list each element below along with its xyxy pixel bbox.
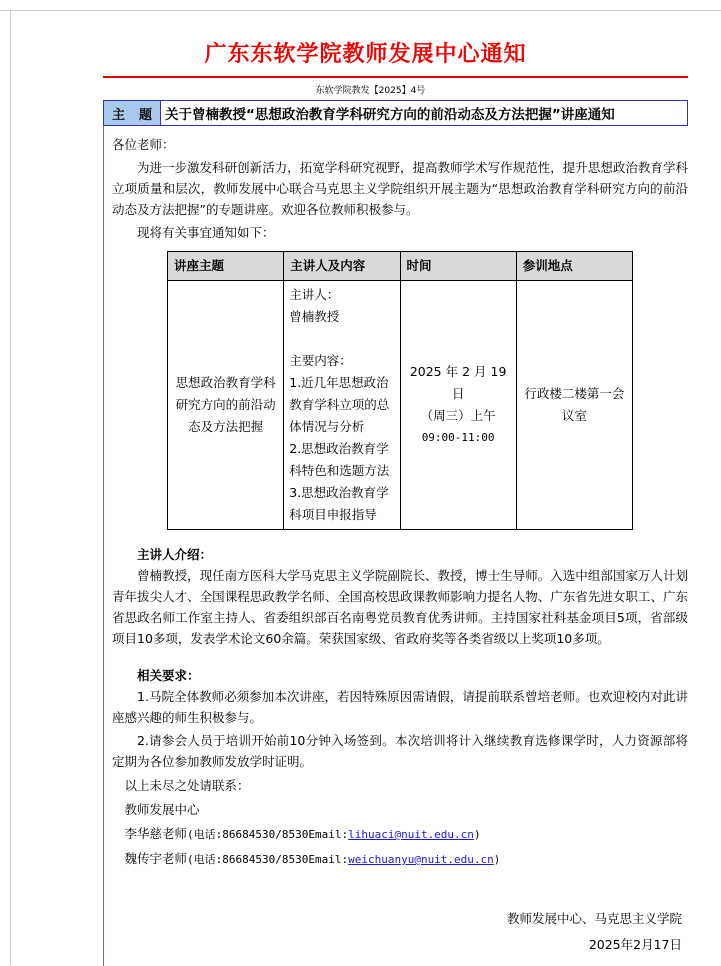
requirement-item-1: 1.马院全体教师必须参加本次讲座，若因特殊原因需请假，请提前联系曾培老师。也欢迎校内对此讲座感兴趣的师生积极参与。 [112,689,688,725]
signature-block [112,906,688,958]
lecture-info-table [167,251,633,530]
signature-date: 2025年2月17日 [588,937,682,952]
requirement-item-2: 2.请参会人员于培训开始前10分钟入场签到。本次培训将计入继续教育选修课学时，人力资源部将定期为各位参加教师发放学时证明。 [112,733,688,769]
document-title: 广东东软学院教师发展中心通知 [204,42,527,67]
contact-person-2-phone: (电话:86684530/8530Email: [187,853,349,866]
content-line-4: 1.近几年思想政治教育学科立项的总体情况与分析 [289,375,390,434]
title-red-rule [103,76,688,78]
contact-person-2-email[interactable]: weichuanyu@nuit.edu.cn [348,853,494,866]
contact-person-1-name: 李华慈老师 [124,826,188,841]
time-range: 09:00-11:00 [421,431,495,444]
subject-label [104,101,161,125]
table-header-place: 参训地点 [516,252,632,281]
cell-topic: 思想政治教育学科研究方向的前沿动态及方法把握 [168,281,284,530]
contact-person-1 [112,822,688,847]
time-date: 2025 年 2 月 19 日 [409,364,507,401]
content-line-3: 主要内容： [289,353,352,368]
requirements-heading: 相关要求： [137,668,200,683]
cell-place: 行政楼二楼第一会议室 [516,281,632,530]
contact-department: 教师发展中心 [124,802,200,817]
time-day: （周三）上午 [420,408,496,423]
table-header-speaker-content: 主讲人及内容 [284,252,400,281]
content-line-2 [289,328,394,350]
content-line-5: 2.思想政治教育学科特色和选题方法 [289,441,390,478]
cell-speaker-content [284,281,400,530]
contact-person-1-close: ) [473,828,481,841]
content-line-6: 3.思想政治教育学科项目申报指导 [289,485,389,522]
contact-person-1-email[interactable]: lihuaci@nuit.edu.cn [348,828,474,841]
table-header-row [168,252,633,281]
table-header-topic: 讲座主题 [168,252,284,281]
speaker-bio: 曾楠教授，现任南方医科大学马克思主义学院副院长、教授，博士生导师。入选中组部国家万人计划青年拔尖人才、全国课程思政教学名师、全国高校思政课教师影响力提名人物、广东省先进女职工、广东省思政名师工作室主持人、省委组织部百名南粤党员教育优秀讲师。主持国家社科基金项目5项，省部级项目10多项，发表学术论文60余篇。荣获国家级、省政府奖等各类省级以上奖项10多项。 [112,568,688,646]
signature-issuer: 教师发展中心、马克思主义学院 [506,911,682,926]
subject-label-char-1: 主 [112,107,126,123]
content-line-1: 曾楠教授 [289,309,340,324]
subject-label-char-2: 题 [138,107,152,123]
subject-row [103,100,688,126]
document-body [103,126,688,966]
page-frame-left-rule [10,10,11,965]
table-header-time: 时间 [400,252,516,281]
contact-person-1-phone: (电话:86684530/8530Email: [187,828,349,841]
intro-paragraph: 为进一步激发科研创新活力，拓宽学科研究视野，提高教师学术写作规范性，提升思想政治教育学科立项质量和层次，教师发展中心联合马克思主义学院组织开展主题为“思想政治教育学科研究方向的前沿动态及方法把握”的专题讲座。欢迎各位教师积极参与。 [112,160,688,217]
contact-lead: 以上未尽之处请联系： [124,778,250,793]
contact-person-2-close: ) [493,853,501,866]
speaker-intro-heading: 主讲人介绍： [137,547,213,562]
contact-person-2 [112,847,688,872]
subject-text: 关于曾楠教授“思想政治教育学科研究方向的前沿动态及方法把握”讲座通知 [165,107,615,123]
notice-lead: 现将有关事宜通知如下： [137,225,275,240]
salutation: 各位老师： [112,137,175,152]
contact-person-2-name: 魏传宇老师 [124,851,188,866]
page-frame-top-rule [0,10,721,11]
document-content [103,40,688,966]
document-number: 东软学院教发【2025】4号 [315,86,426,96]
spacer-after-bio [112,651,688,665]
table-row [168,281,633,530]
spacer-after-table [112,530,688,544]
content-line-0: 主讲人： [289,287,340,302]
cell-time [400,281,516,530]
